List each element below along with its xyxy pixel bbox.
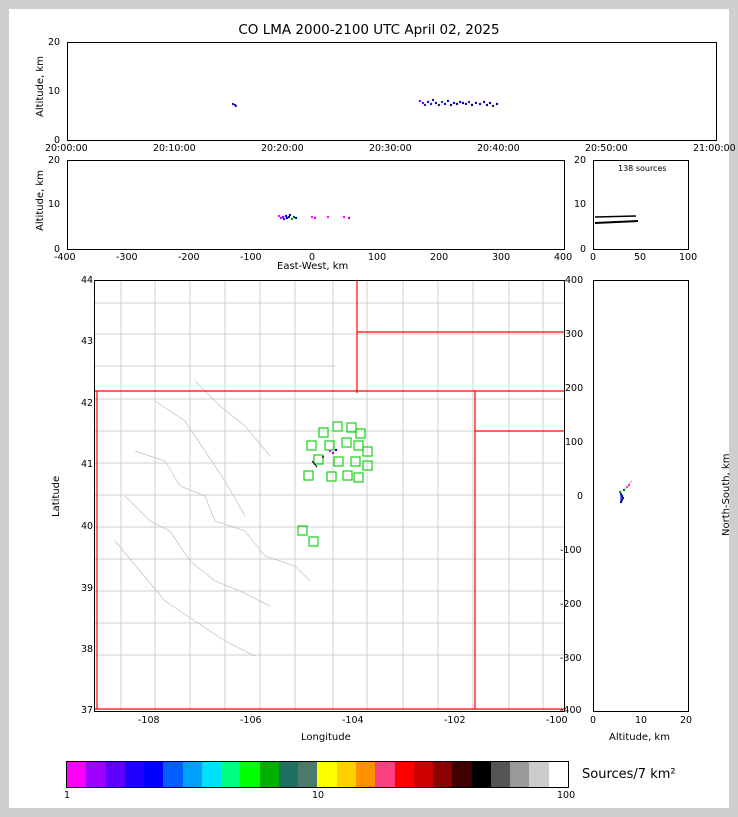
panel2-xtick-0: -400 — [54, 252, 76, 263]
colorbar-swatch — [317, 762, 336, 787]
colorbar-swatch — [337, 762, 356, 787]
colorbar-swatch — [298, 762, 317, 787]
panel4-ytick-43: 43 — [81, 336, 94, 347]
panel2-xtick-6: 200 — [430, 252, 449, 263]
colorbar-swatch — [260, 762, 279, 787]
histogram-source-count: 138 sources — [618, 164, 667, 173]
panel5-ytick-0: 0 — [577, 491, 584, 502]
colorbar-swatch — [491, 762, 510, 787]
colorbar-swatch — [395, 762, 414, 787]
panel2-xtick-2: -200 — [178, 252, 200, 263]
eastwest-height-points — [278, 214, 350, 220]
colorbar-label: Sources/7 km² — [582, 767, 676, 782]
panel2-ytick-10: 10 — [48, 199, 61, 210]
panel-altitude-northsouth — [593, 280, 689, 712]
colorbar-swatch — [356, 762, 375, 787]
panel1-ytick-20: 20 — [48, 37, 61, 48]
colorbar-swatch — [86, 762, 105, 787]
colorbar-swatch — [125, 762, 144, 787]
colorbar-tick-1: 1 — [64, 790, 71, 801]
panel4-ytick-37: 37 — [81, 705, 94, 716]
colorbar-swatch — [202, 762, 221, 787]
panel-eastwest-height — [67, 160, 565, 250]
panel1-xtick-1: 20:10:00 — [153, 143, 196, 154]
panel5-ytick-400n: 400 — [565, 275, 584, 286]
panel3-xtick-100: 100 — [679, 252, 698, 263]
panel2-xtick-1: -300 — [116, 252, 138, 263]
panel-map — [94, 280, 565, 712]
colorbar — [66, 761, 569, 788]
panel3-ytick-0: 0 — [580, 244, 587, 255]
panel5-xlabel: Altitude, km — [609, 732, 670, 743]
colorbar-swatch — [452, 762, 471, 787]
altitude-northsouth-points — [619, 481, 632, 503]
map-plot — [95, 281, 564, 711]
panel5-ylabel: North-South, km — [721, 453, 732, 536]
panel5-ytick-200: 200 — [565, 383, 584, 394]
colorbar-swatch — [414, 762, 433, 787]
panel1-xtick-2: 20:20:00 — [261, 143, 304, 154]
colorbar-swatch — [163, 762, 182, 787]
panel5-ytick-m100: -100 — [560, 545, 582, 556]
panel-time-height — [67, 42, 717, 141]
panel5-ytick-m300: -300 — [560, 653, 582, 664]
panel4-xtick-100: -100 — [546, 715, 568, 726]
colorbar-swatch — [67, 762, 86, 787]
panel3-ytick-20: 20 — [574, 155, 587, 166]
colorbar-swatch — [433, 762, 452, 787]
altitude-northsouth-plot — [594, 281, 688, 711]
panel1-xtick-4: 20:40:00 — [477, 143, 520, 154]
panel2-xlabel: East-West, km — [277, 261, 349, 272]
panel5-ytick-100: 100 — [565, 437, 584, 448]
panel5-xtick-10: 10 — [635, 715, 648, 726]
panel5-ytick-m200: -200 — [560, 599, 582, 610]
colorbar-swatch — [183, 762, 202, 787]
panel5-xtick-0: 0 — [590, 715, 597, 726]
colorbar-swatch — [510, 762, 529, 787]
panel1-ytick-10: 10 — [48, 86, 61, 97]
panel4-ytick-39: 39 — [81, 583, 94, 594]
panel4-ytick-42: 42 — [81, 398, 94, 409]
panel4-xtick-108: -108 — [138, 715, 160, 726]
panel1-xtick-3: 20:30:00 — [369, 143, 412, 154]
colorbar-swatch — [106, 762, 125, 787]
colorbar-swatch — [221, 762, 240, 787]
panel4-ytick-38: 38 — [81, 644, 94, 655]
page-title: CO LMA 2000-2100 UTC April 02, 2025 — [238, 22, 500, 38]
panel3-ytick-10: 10 — [574, 199, 587, 210]
panel2-xtick-4: 0 — [309, 252, 316, 263]
panel4-ylabel: Latitude — [51, 475, 62, 517]
panel1-xtick-5: 20:50:00 — [585, 143, 628, 154]
colorbar-swatch — [472, 762, 491, 787]
panel1-ytick-0: 0 — [54, 135, 61, 146]
density-cells — [298, 422, 372, 546]
colorbar-swatch — [240, 762, 259, 787]
colorbar-swatch — [144, 762, 163, 787]
colorbar-tick-100: 100 — [557, 790, 576, 801]
panel3-xtick-0: 0 — [590, 252, 597, 263]
panel2-xtick-3: -100 — [240, 252, 262, 263]
panel4-xtick-106: -106 — [240, 715, 262, 726]
panel5-xtick-20: 20 — [680, 715, 693, 726]
panel2-xtick-7: 300 — [492, 252, 511, 263]
panel2-ytick-20: 20 — [48, 155, 61, 166]
panel2-xtick-8: 400 — [554, 252, 573, 263]
altitude-histogram-plot — [594, 161, 688, 249]
colorbar-swatch — [279, 762, 298, 787]
panel4-ytick-44: 44 — [81, 275, 94, 286]
panel1-xtick-6: 21:00:00 — [693, 143, 736, 154]
panel3-xtick-50: 50 — [634, 252, 647, 263]
time-height-points — [232, 99, 498, 107]
panel1-ylabel: Altitude, km — [35, 56, 46, 117]
eastwest-height-plot — [68, 161, 564, 249]
panel1-xtick-0: 20:00:00 — [45, 143, 88, 154]
panel-altitude-histogram — [593, 160, 689, 250]
panel4-xlabel: Longitude — [301, 732, 351, 743]
figure-canvas — [9, 9, 736, 808]
panel5-ytick-m400: -400 — [560, 705, 582, 716]
panel4-xtick-104: -104 — [342, 715, 364, 726]
panel4-ytick-41: 41 — [81, 459, 94, 470]
colorbar-tick-10: 10 — [312, 790, 325, 801]
panel2-xtick-5: 100 — [368, 252, 387, 263]
county-lines — [95, 281, 564, 711]
panel5-ytick-300: 300 — [565, 329, 584, 340]
time-height-plot — [68, 43, 716, 140]
panel4-xtick-102: -102 — [444, 715, 466, 726]
colorbar-swatch — [549, 762, 568, 787]
colorbar-swatch — [529, 762, 548, 787]
panel2-ytick-0: 0 — [54, 244, 61, 255]
panel2-ylabel: Altitude, km — [35, 170, 46, 231]
panel4-ytick-40: 40 — [81, 521, 94, 532]
colorbar-swatch — [375, 762, 394, 787]
